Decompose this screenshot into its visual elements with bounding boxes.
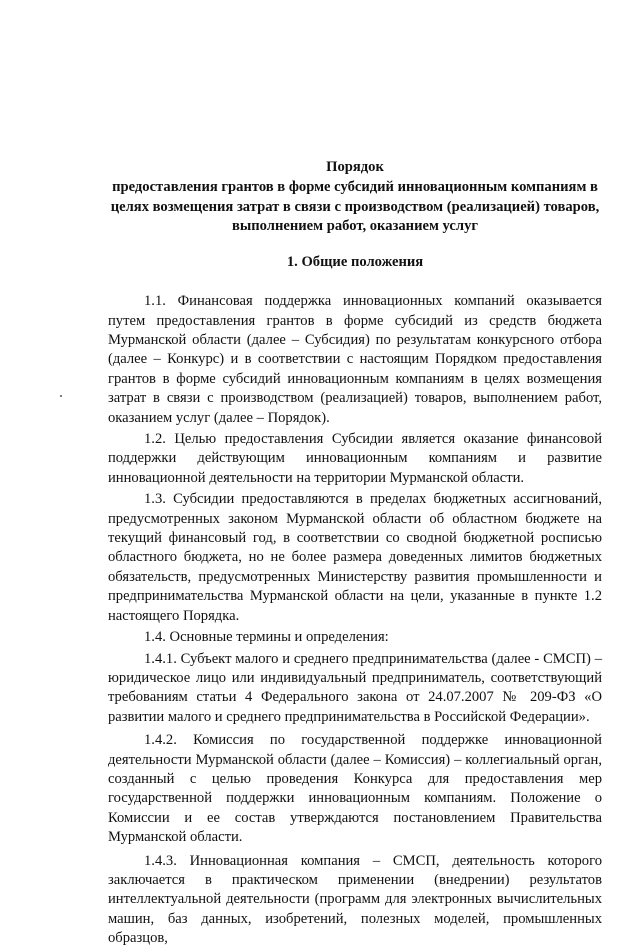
paragraph-1-2: 1.2. Целью предоставления Субсидии является оказание финансовой поддержки действующим инновационным компаниям и развитие инновационной деятельности на территории Мурманской области. <box>108 431 602 486</box>
paragraph-1-4-3: 1.4.3. Инновационная компания – СМСП, деятельность которого заключается в практическом применении (внедрении) результатов интеллектуальной деятельности (программ для электронных вычислительных машин, баз данных, изобретений, полезных моделей, промышленных образцов, <box>108 852 602 947</box>
section-heading: 1. Общие положения <box>286 254 424 271</box>
scan-speck <box>60 395 62 397</box>
title-main: Порядок <box>326 159 384 175</box>
paragraph-1-4: 1.4. Основные термины и определения: <box>144 629 389 646</box>
title-subtitle: предоставления грантов в форме субсидий инновационным компаниям в целях возмещения затрат в связи с производством (реализацией) товаров, выполнением работ, оказанием услуг <box>110 178 600 235</box>
paragraph-1-4-2: 1.4.2. Комиссия по государственной поддержке инновационной деятельности Мурманской области (далее – Комиссия) – коллегиальный орган, созданный с целью проведения Конкурса для предоставления мер государственной поддержки инновационным компаниям. Положение о Комиссии и ее состав утверждаются постановлением Правительства Мурманской области. <box>108 732 602 846</box>
paragraph-1-1: 1.1. Финансовая поддержка инновационных компаний оказывается путем предоставления грантов в форме субсидий из средств бюджета Мурманской области (далее – Субсидия) по результатам конкурсного отбора (далее – Конкурс) и в соответствии с настоящим Порядком предоставления грантов в форме субсидий инновационным компаниям в целях возмещения затрат в связи с производством (реализацией) товаров, выполнением работ, оказанием услуг (далее – Порядок). <box>108 293 602 426</box>
paragraph-1-4-1: 1.4.1. Субъект малого и среднего предпринимательства (далее - СМСП) – юридическое лицо или индивидуальный предприниматель, соответствующий требованиям статьи 4 Федерального закона от 24.07.2007 № 209-ФЗ «О развитии малого и среднего предпринимательства в Российской Федерации». <box>108 650 602 725</box>
paragraph-1-3: 1.3. Субсидии предоставляются в пределах бюджетных ассигнований, предусмотренных законом Мурманской области об областном бюджете на текущий финансовый год, в соответствии со сводной бюджетной росписью областного бюджета, но не более размера доведенных лимитов бюджетных обязательств, предусмотренных Министерству развития промышленности и предпринимательства Мурманской области на цели, указанные в пункте 1.2 настоящего Порядка. <box>108 491 602 624</box>
document-page <box>108 158 602 949</box>
document-title <box>108 158 602 237</box>
